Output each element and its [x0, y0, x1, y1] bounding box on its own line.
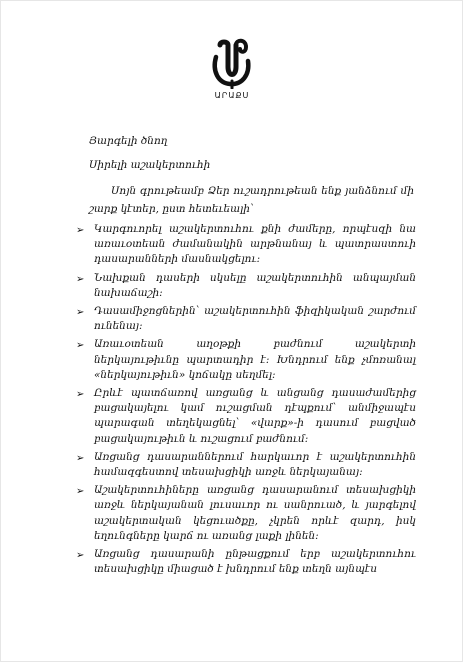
list-item-text: Առցանց դասարանի ընթացքում երբ աշակերտուհու տեսախցիկը միացած է խնդրում ենք տեղն այնպէս — [94, 548, 416, 576]
list-item — [76, 222, 416, 268]
bullet-arrow-icon: ➢ — [76, 452, 85, 464]
list-item-text: Դասամիջոցներին՝ աշակերտուհին ֆիզիկական շարժում ունենայ: — [94, 305, 416, 333]
list-item-text: Նախքան դասերի սկսելը աշակերտուհին անպայման նախաճաշի: — [94, 271, 416, 299]
list-item-text: Աշակերտուհիները առցանց դասարանում տեսախցիկի առջև ներկայանան լուսաւոր ու սանրուած, և յարգելով աշակերտական կեցուածքը, չկրեն որևէ զարդ, իսկ եղունգները կարճ ու առանց լաքի լինեն: — [94, 484, 416, 542]
list-item-text: Կարգուորել աշակերտուհու քնի ժամերը, որպէսզի նա առաւօտեան ժամանակին արթնանայ և պատրաստուի դասարանների մասնակցելու: — [94, 223, 416, 266]
list-item — [76, 271, 416, 301]
bullet-arrow-icon: ➢ — [76, 307, 85, 319]
bullet-arrow-icon: ➢ — [76, 225, 85, 236]
instruction-list — [76, 222, 416, 580]
arax-logo-icon — [206, 37, 258, 89]
bullet-arrow-icon: ➢ — [76, 486, 85, 498]
list-item — [76, 304, 416, 334]
logo-text: ԱՐԱՔՍ — [214, 91, 250, 100]
list-item-text: Ըրևէ պատճառով առցանց և անցանց դասաժամերից բացակայելու կամ ուշացման դէպքում՝ անմիջապէս պարագան տեղեկացնել՝ «վարք»-ի դասում բացված բացակայութիւն և ուշացում բաժնում: — [94, 387, 416, 445]
list-item — [76, 450, 416, 480]
list-item-text: Առցանց դասարաններում հարկաւոր է աշակերտուհին համազգեստով տեսախցիկի առջև ներկայանայ: — [94, 450, 416, 479]
list-item-text: Առաւօտեան աղօթքի բաժնում աշակերտի ներկայութիւնը պարտադիր է: Խնդրում ենք չմոռանալ «ներկայութիւն» կոճակը սեղմել: — [94, 338, 416, 381]
list-item — [76, 337, 416, 383]
intro-paragraph: Սոյն գրութեամբ Ձեր ուշադրութեան ենք յանձնում մի շարք կէտեր, ըստ հետեւեալի՝ — [89, 185, 414, 215]
list-item — [76, 483, 416, 544]
logo — [206, 37, 258, 103]
bullet-arrow-icon: ➢ — [76, 273, 85, 285]
list-item — [76, 547, 416, 577]
greeting-parent: Յարգելի ծնող — [89, 135, 168, 147]
bullet-arrow-icon: ➢ — [76, 550, 85, 562]
greeting-student: Սիրելի աշակերտուհի — [89, 159, 211, 171]
bullet-arrow-icon: ➢ — [76, 340, 85, 352]
bullet-arrow-icon: ➢ — [76, 389, 85, 401]
list-item — [76, 386, 416, 447]
